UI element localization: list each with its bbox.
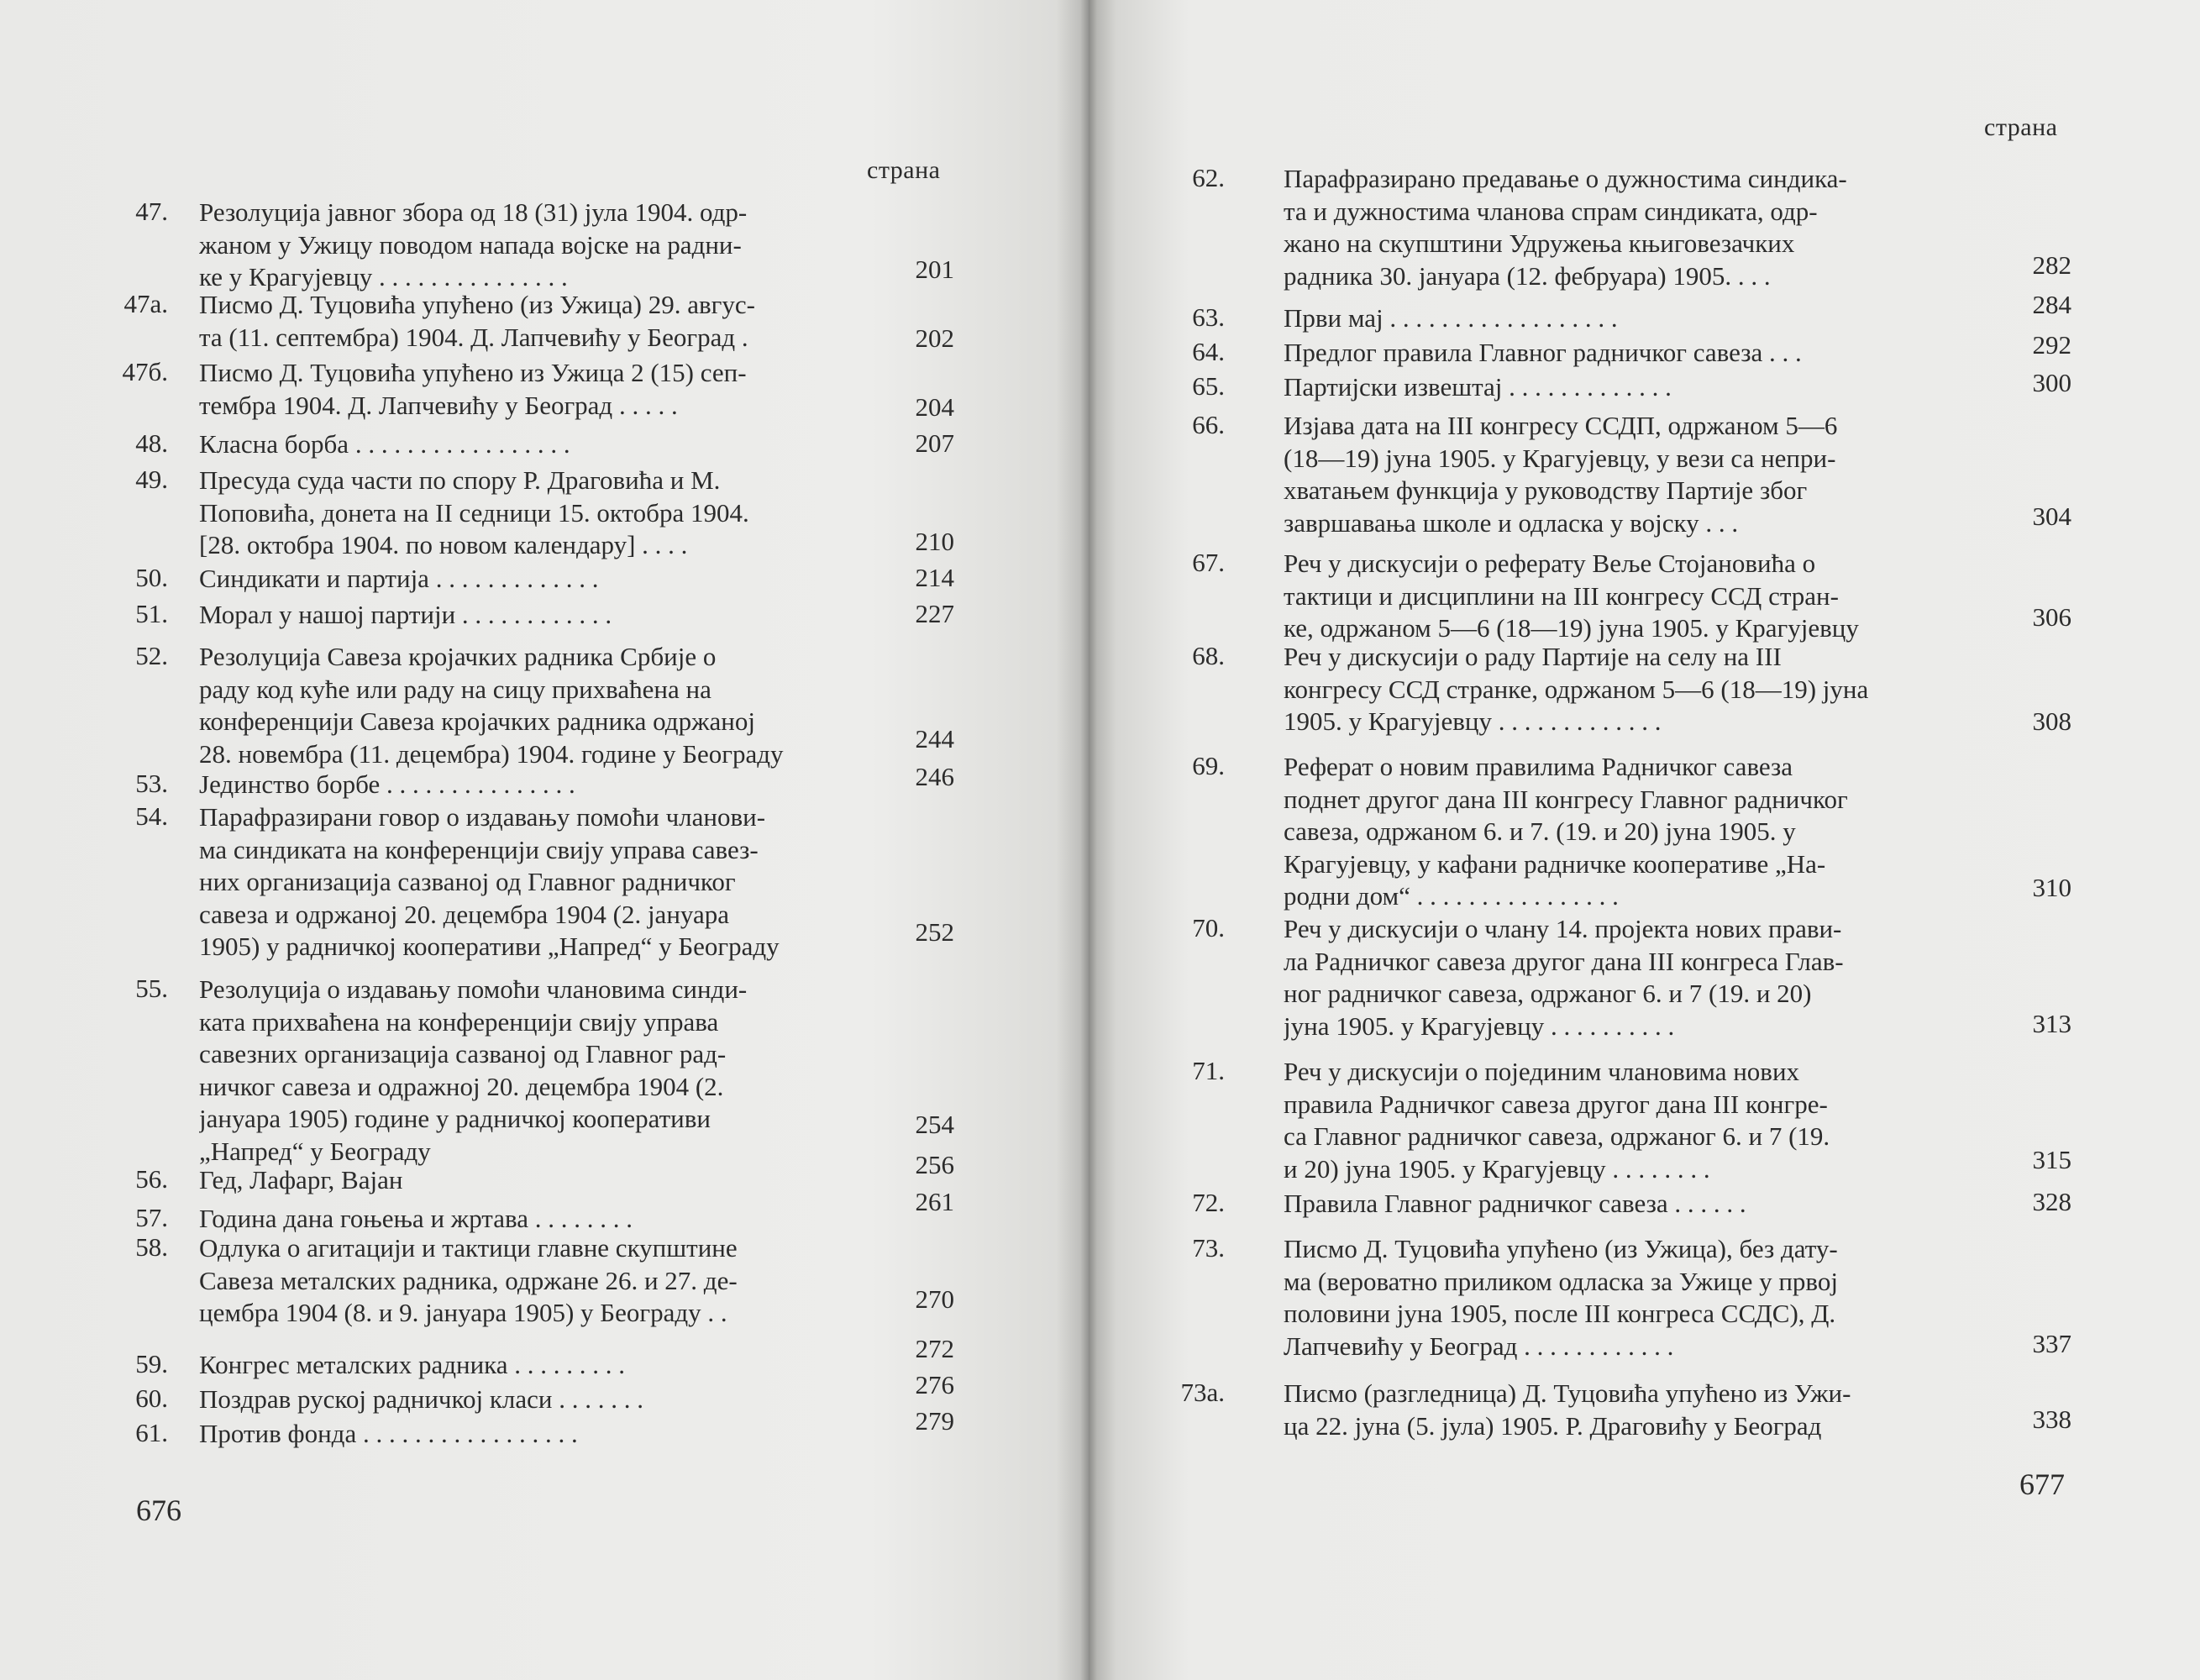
toc-entry[interactable] xyxy=(1099,330,2071,367)
entry-number: 69. xyxy=(1192,751,1225,780)
toc-entry[interactable] xyxy=(1099,1187,2071,1218)
entry-title-line: радника 30. јануара (12. фебруара) 1905. . . . xyxy=(1284,260,1771,291)
toc-entry[interactable] xyxy=(1099,410,2071,538)
toc-entry[interactable] xyxy=(42,357,954,422)
entry-number: 67. xyxy=(1192,548,1225,577)
entry-title-line: Реч у дискусији о раду Партије на селу на III xyxy=(1284,642,1782,671)
entry-number: 65. xyxy=(1192,371,1225,401)
entry-title xyxy=(1284,410,1994,539)
entry-title-line: Реч у дискусији о члану 14. пројекта нових прави- xyxy=(1284,914,1842,943)
entry-title xyxy=(199,974,884,1168)
entry-title xyxy=(1284,641,1994,738)
entry-title-line: и 20) јуна 1905. у Крагујевцу . . . . . . . . xyxy=(1284,1153,1710,1184)
entry-title xyxy=(1284,1378,1994,1442)
entry-number: 49. xyxy=(135,465,168,494)
entry-number: 70. xyxy=(1192,913,1225,942)
entry-page-number: 204 xyxy=(915,392,954,422)
entry-title xyxy=(199,197,884,294)
entry-title-line: Гед, Лафарг, Вајан xyxy=(199,1165,403,1194)
entry-title xyxy=(199,563,884,596)
entry-title-line: 1905. у Крагујевцу . . . . . . . . . . . . . xyxy=(1284,706,1662,736)
entry-title xyxy=(199,769,884,801)
entry-title xyxy=(1284,302,1994,335)
entry-title-line: Реч у дискусији о појединим члановима нових xyxy=(1284,1057,1800,1086)
entry-page-number: 254 xyxy=(915,1110,954,1139)
entry-title-line: Писмо (разгледница) Д. Туцовића упућено из Ужи- xyxy=(1284,1378,1851,1408)
entry-number: 63. xyxy=(1192,302,1225,332)
entry-title-line: Правила Главног радничког савеза . . . . . . xyxy=(1284,1189,1746,1218)
entry-title-line: савезних организација сазваној од Главног рад- xyxy=(199,1039,727,1068)
entry-page-number: 279 xyxy=(915,1406,954,1436)
toc-entry[interactable] xyxy=(1099,1233,2071,1361)
entry-title-line: тембра 1904. Д. Лапчевићу у Београд . . . . . xyxy=(199,390,678,420)
entry-title-line: „Напред“ у Београду xyxy=(199,1136,431,1166)
entry-page-number: 207 xyxy=(915,428,954,458)
entry-title-line: Први мај . . . . . . . . . . . . . . . . . . xyxy=(1284,303,1618,333)
entry-title xyxy=(1284,1056,1994,1185)
entry-title-line: 1905) у радничкој кооперативи „Напред“ у Београду xyxy=(199,932,780,961)
toc-entry[interactable] xyxy=(42,1406,954,1448)
entry-number: 50. xyxy=(135,563,168,592)
entry-title-line: Поздрав руској радничкој класи . . . . . . . xyxy=(199,1384,643,1414)
entry-title xyxy=(199,1232,884,1330)
entry-page-number: 292 xyxy=(2032,330,2071,360)
entry-title-line: правила Радничког савеза другог дана III конгре- xyxy=(1284,1089,1828,1119)
entry-page-number: 261 xyxy=(915,1187,954,1216)
entry-title xyxy=(1284,337,1994,370)
entry-title-line: Реч у дискусији о реферату Веље Стојановића о xyxy=(1284,549,1816,578)
toc-entry[interactable] xyxy=(1099,163,2071,291)
entry-number: 68. xyxy=(1192,641,1225,670)
entry-title xyxy=(199,1164,884,1197)
entry-title-line: Резолуција јавног збора од 18 (31) јула 1904. одр- xyxy=(199,197,748,227)
toc-entry[interactable] xyxy=(42,1370,954,1414)
entry-title-line: Морал у нашој партији . . . . . . . . . . . . xyxy=(199,600,612,629)
entry-title-line: Резолуција Савеза кројачких радника Србије о xyxy=(199,642,717,671)
entry-title-line: Лапчевићу у Београд . . . . . . . . . . . . xyxy=(1284,1331,1674,1361)
entry-number: 72. xyxy=(1192,1188,1225,1217)
right-page xyxy=(1089,0,2200,1680)
entry-title-line: Јединство борбе . . . . . . . . . . . . . . . xyxy=(199,769,575,799)
entry-number: 62. xyxy=(1192,163,1225,192)
entry-title-line: конференцији Савеза кројачких радника одржаној xyxy=(199,706,755,736)
toc-entry[interactable] xyxy=(42,1232,954,1327)
entry-title-line: Писмо Д. Туцовића упућено из Ужица 2 (15) сеп- xyxy=(199,358,747,387)
entry-page-number: 328 xyxy=(2032,1187,2071,1216)
entry-number: 53. xyxy=(135,769,168,798)
toc-entry[interactable] xyxy=(1099,368,2071,402)
entry-title-line: ката прихваћена на конференцији свију управа xyxy=(199,1006,719,1037)
entry-title-line: јануара 1905) године у радничкој кооперативи xyxy=(199,1104,711,1133)
toc-entry[interactable] xyxy=(1099,751,2071,911)
entry-title xyxy=(199,357,884,422)
entry-page-number: 270 xyxy=(915,1284,954,1314)
entry-title-line: ке, одржаном 5—6 (18—19) јуна 1905. у Крагујевцу xyxy=(1284,613,1859,643)
entry-page-number: 244 xyxy=(915,724,954,753)
toc-entry[interactable] xyxy=(42,801,954,961)
entry-number: 47а. xyxy=(123,289,168,318)
entry-title-line: [28. октобра 1904. по новом календару] . . . . xyxy=(199,530,688,559)
entry-title xyxy=(1284,913,1994,1042)
entry-number: 73а. xyxy=(1180,1378,1225,1407)
entry-title xyxy=(1284,371,1994,404)
entry-title-line: Предлог правила Главног радничког савеза . . . xyxy=(1284,338,1802,367)
entry-number: 47б. xyxy=(122,357,168,386)
entry-title-line: Парафразирано предавање о дужностима синдика- xyxy=(1284,164,1847,193)
page-column-header: страна xyxy=(867,156,941,184)
entry-title-line: Година дана гоњења и жртава . . . . . . . . xyxy=(199,1204,633,1233)
toc-entry[interactable] xyxy=(42,563,954,593)
entry-page-number: 284 xyxy=(2032,290,2071,319)
entry-title xyxy=(199,289,884,354)
entry-title-line: Писмо Д. Туцовића упућено (из Ужица) 29. авгус- xyxy=(199,290,755,319)
entry-number: 64. xyxy=(1192,337,1225,366)
entry-title-line: Класна борба . . . . . . . . . . . . . . . . . xyxy=(199,429,570,459)
entry-title-line: ла Радничког савеза другог дана III конгреса Глав- xyxy=(1284,946,1844,976)
entry-page-number: 210 xyxy=(915,527,954,556)
entry-title-line: них организација сазваној од Главног радничког xyxy=(199,867,736,896)
entry-title-line: Изјава дата на III конгресу ССДП, одржаном 5—6 xyxy=(1284,411,1838,440)
entry-title-line: савеза, одржаном 6. и 7. (19. и 20) јуна 1905. у xyxy=(1284,816,1796,846)
entry-title-line: са Главног радничког савеза, одржаног 6. и 7 (19. xyxy=(1284,1121,1830,1151)
entry-title xyxy=(1284,163,1994,292)
entry-title-line: Реферат о новим правилима Радничког савеза xyxy=(1284,752,1793,781)
entry-title-line: родни дом“ . . . . . . . . . . . . . . . . xyxy=(1284,881,1619,911)
entry-title-line: завршавања школе и одласка у војску . . . xyxy=(1284,507,1739,538)
entry-page-number: 308 xyxy=(2032,706,2071,736)
entry-number: 71. xyxy=(1192,1056,1225,1085)
entry-title xyxy=(199,641,884,770)
entry-page-number: 272 xyxy=(915,1334,954,1363)
toc-entry[interactable] xyxy=(1099,641,2071,736)
entry-title-line: Пресуда суда части по спору Р. Драговића и М. xyxy=(199,465,721,495)
entry-title-line: ке у Крагујевцу . . . . . . . . . . . . . . . xyxy=(199,262,568,291)
entry-page-number: 282 xyxy=(2032,250,2071,280)
entry-page-number: 201 xyxy=(915,255,954,284)
entry-title xyxy=(199,1203,884,1236)
entry-page-number: 337 xyxy=(2032,1329,2071,1358)
toc-entry[interactable] xyxy=(42,1187,954,1233)
page-column-header: страна xyxy=(1984,113,2058,141)
toc-entry[interactable] xyxy=(1099,913,2071,1041)
entry-title-line: конгресу ССД странке, одржаном 5—6 (18—19) јуна xyxy=(1284,674,1869,704)
toc-entry[interactable] xyxy=(42,641,954,769)
entry-title xyxy=(199,801,884,963)
entry-title-line: Одлука о агитацији и тактици главне скупштине xyxy=(199,1233,738,1263)
entry-page-number: 313 xyxy=(2032,1009,2071,1038)
entry-title-line: жаном у Ужицу поводом напада војске на радни- xyxy=(199,229,742,260)
entry-title-line: Парафразирани говор о издавању помоћи чланови- xyxy=(199,802,766,832)
entry-title-line: поднет другог дана III конгресу Главног радничког xyxy=(1284,784,1848,814)
entry-title-line: ничког савеза и одражној 20. децембра 1904 (2. xyxy=(199,1071,724,1101)
entry-title-line: та (11. септембра) 1904. Д. Лапчевићу у Београд . xyxy=(199,322,748,352)
entry-title-line: Резолуција о издавању помоћи члановима синди- xyxy=(199,974,748,1004)
entry-number: 60. xyxy=(135,1383,168,1413)
entry-number: 61. xyxy=(135,1418,168,1447)
entry-title-line: (18—19) јуна 1905. у Крагујевцу, у вези са непри- xyxy=(1284,443,1836,473)
entry-page-number: 315 xyxy=(2032,1145,2071,1174)
entry-title-line: половини јуна 1905, после III конгреса ССДС), Д. xyxy=(1284,1299,1836,1328)
toc-entry[interactable] xyxy=(1099,1056,2071,1184)
entry-page-number: 214 xyxy=(915,563,954,592)
entry-title-line: Синдикати и партија . . . . . . . . . . . . . xyxy=(199,564,599,593)
entry-number: 55. xyxy=(135,974,168,1003)
entry-title xyxy=(199,1383,884,1416)
entry-page-number: 227 xyxy=(915,599,954,628)
toc-entry[interactable] xyxy=(1099,548,2071,643)
entry-page-number: 338 xyxy=(2032,1404,2071,1434)
entry-title-line: цембра 1904 (8. и 9. јануара 1905) у Београду . . xyxy=(199,1298,727,1327)
entry-number: 48. xyxy=(135,428,168,458)
entry-title-line: раду код куће или раду на сицу прихваћена на xyxy=(199,674,711,704)
entry-number: 73. xyxy=(1192,1233,1225,1263)
toc-entry[interactable] xyxy=(42,428,954,459)
entry-title xyxy=(199,1349,884,1382)
toc-entry[interactable] xyxy=(42,599,954,629)
entry-title xyxy=(199,1418,884,1451)
entry-title-line: жано на скупштини Удружења књиговезачких xyxy=(1284,228,1795,258)
toc-entry[interactable] xyxy=(42,289,954,353)
entry-title xyxy=(199,428,884,461)
entry-number: 59. xyxy=(135,1349,168,1378)
entry-title-line: ма синдиката на конференцији свију управа савез- xyxy=(199,834,759,864)
entry-page-number: 276 xyxy=(915,1370,954,1399)
entry-title-line: ца 22. јуна (5. јула) 1905. Р. Драговићу у Београд xyxy=(1284,1410,1822,1441)
entry-title xyxy=(199,465,884,562)
left-page xyxy=(0,0,1089,1680)
entry-page-number: 256 xyxy=(915,1150,954,1179)
entry-number: 54. xyxy=(135,801,168,831)
entry-page-number: 300 xyxy=(2032,368,2071,397)
entry-title xyxy=(1284,548,1994,645)
entry-title-line: савеза и одржаној 20. децембра 1904 (2. јануара xyxy=(199,899,730,929)
entry-title xyxy=(1284,1233,1994,1362)
entry-title-line: Крагујевцу, у кафани радничке кооперативе „На- xyxy=(1284,848,1826,879)
entry-title-line: Партијски извештај . . . . . . . . . . . . . xyxy=(1284,372,1672,402)
entry-page-number: 252 xyxy=(915,917,954,947)
entry-title-line: Поповића, донета на II седници 15. октобра 1904. xyxy=(199,497,749,528)
entry-title-line: јуна 1905. у Крагујевцу . . . . . . . . . . xyxy=(1284,1011,1675,1041)
entry-page-number: 304 xyxy=(2032,501,2071,531)
entry-page-number: 202 xyxy=(915,323,954,353)
entry-title-line: та и дужностима чланова спрам синдиката, одр- xyxy=(1284,196,1818,226)
entry-number: 51. xyxy=(135,599,168,628)
entry-title-line: Конгрес металских радника . . . . . . . . . xyxy=(199,1350,626,1379)
page-number: 677 xyxy=(2019,1467,2065,1501)
entry-page-number: 310 xyxy=(2032,873,2071,902)
entry-title-line: Против фонда . . . . . . . . . . . . . . . . . xyxy=(199,1419,578,1448)
book-spine xyxy=(1080,0,1097,1680)
toc-entry[interactable] xyxy=(42,1334,954,1379)
entry-number: 57. xyxy=(135,1203,168,1232)
entry-title-line: ног радничког савеза, одржаног 6. и 7 (19. и 20) xyxy=(1284,979,1812,1008)
entry-title-line: хватањем функција у руководству Партије због xyxy=(1284,475,1808,505)
entry-number: 47. xyxy=(135,197,168,226)
entry-title-line: 28. новембра (11. децембра) 1904. године у Београду xyxy=(199,738,784,769)
entry-title xyxy=(1284,1188,1994,1221)
entry-number: 52. xyxy=(135,641,168,670)
entry-number: 56. xyxy=(135,1164,168,1194)
entry-page-number: 306 xyxy=(2032,602,2071,632)
entry-title xyxy=(1284,751,1994,913)
entry-title-line: Савеза металских радника, одржане 26. и 27. де- xyxy=(199,1265,738,1295)
entry-page-number: 246 xyxy=(915,762,954,791)
toc-entry[interactable] xyxy=(1099,290,2071,333)
entry-number: 58. xyxy=(135,1232,168,1262)
page-number: 676 xyxy=(136,1494,181,1527)
entry-number: 66. xyxy=(1192,410,1225,439)
entry-title-line: ма (вероватно приликом одласка за Ужице у првој xyxy=(1284,1266,1838,1296)
entry-title-line: тактици и дисциплини на III конгресу ССД стран- xyxy=(1284,580,1839,611)
entry-title xyxy=(199,599,884,632)
entry-title-line: Писмо Д. Туцовића упућено (из Ужица), без дату- xyxy=(1284,1234,1838,1263)
